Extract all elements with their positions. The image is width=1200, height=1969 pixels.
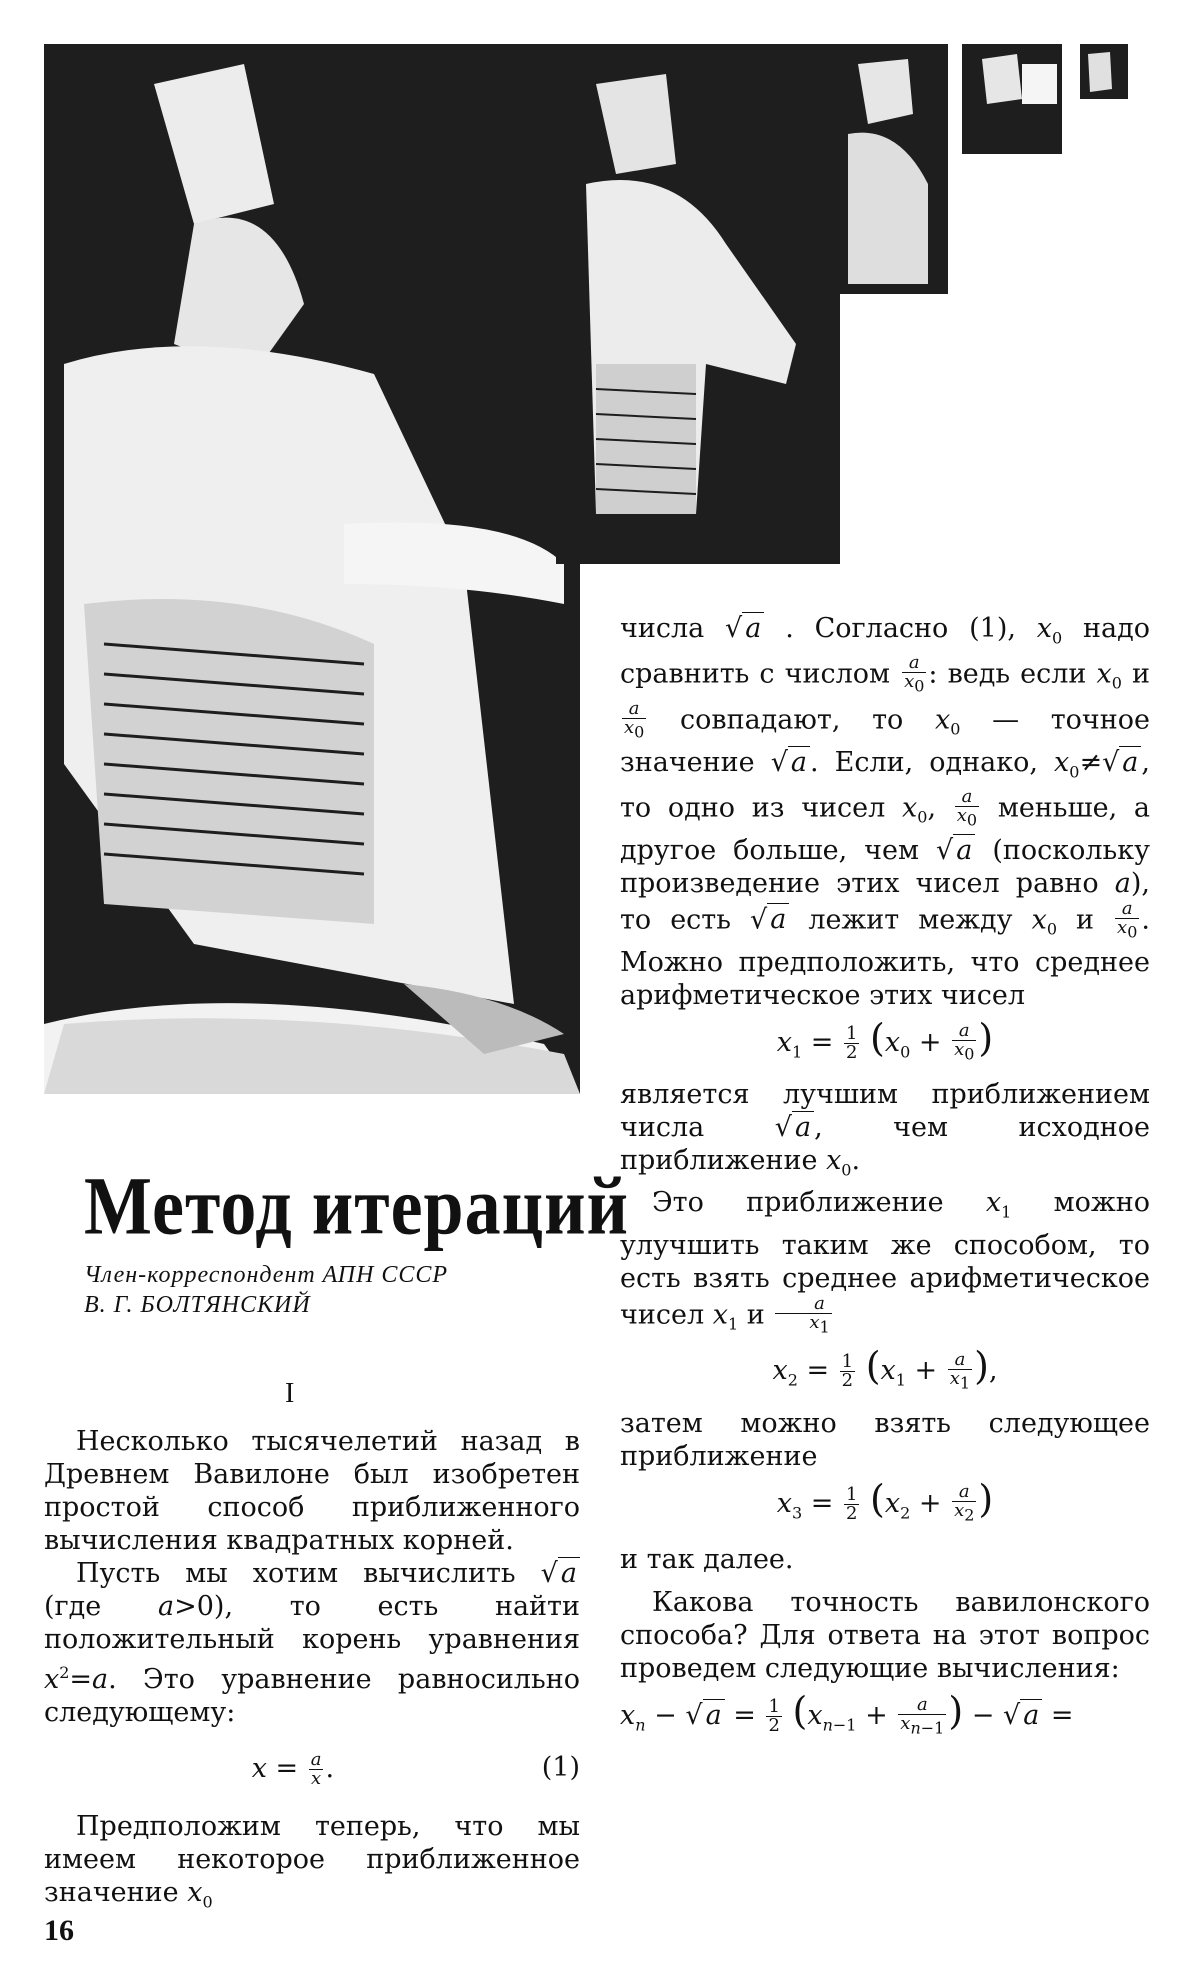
- text: можно улучшить таким же способом, то есть взять среднее арифметическое чисел: [620, 1187, 1150, 1330]
- paragraph: Это приближение $x_1$ можно улучшить таким же способом, то есть взять среднее арифметическое чисел $x_1$ и $\frac{a}{x_1}$: [620, 1187, 1150, 1337]
- illustration-small-top: [828, 44, 948, 294]
- right-column: [620, 612, 1150, 1742]
- text: (поскольку произведение этих чисел равно: [620, 834, 1150, 899]
- text: , чем исходное приближение: [620, 1111, 1150, 1176]
- paragraph: Пусть мы хотим вычислить √ a (где a>0), то есть найти положительный корень уравнения $x^2=a$. Это уравнение равносильно следующему:: [44, 1558, 580, 1728]
- text: и так далее.: [620, 1544, 794, 1576]
- text: : ведь если: [928, 658, 1087, 690]
- section-number: I: [285, 1378, 295, 1409]
- fourth-figure-illustration: [962, 44, 1062, 154]
- text: является лучшим приближением числа: [620, 1078, 1150, 1143]
- text: . Это уравнение равносильно следующему:: [44, 1664, 580, 1728]
- text: ), то есть: [620, 867, 1150, 936]
- text: . Согласно (1),: [785, 613, 1016, 644]
- text: . Можно предположить, что среднее арифметическое этих чисел: [620, 904, 1150, 1011]
- text: (где: [44, 1591, 102, 1622]
- formula-x2: $x_2$ = $\frac{1}{2}$ ($x_1$ + $\frac{a}{x_1}$ ),: [772, 1344, 998, 1393]
- formula-x3: $x_3$ = $\frac{1}{2}$ ($x_2$ + $\frac{a}{x_2}$ ): [776, 1476, 994, 1526]
- text: — точное значение: [620, 704, 1150, 778]
- author-position: Член-корреспондент АПН СССР: [84, 1262, 449, 1288]
- second-figure-illustration: [556, 44, 840, 564]
- text: . Если, однако,: [810, 746, 1038, 778]
- text: ), то есть найти положительный корень уравнения: [44, 1591, 580, 1655]
- text: совпадают, то: [680, 704, 904, 736]
- paragraph: Предположим теперь, что мы имеем некоторое приближенное значение $x_0$: [44, 1811, 580, 1912]
- text: лежит между: [808, 904, 1013, 936]
- babylonian-figure-illustration: [44, 44, 580, 1094]
- article-title: Метод итераций: [84, 1159, 630, 1252]
- text: затем можно взять следующее приближение: [620, 1407, 1150, 1472]
- text: и: [1076, 904, 1095, 936]
- left-column: [44, 1425, 580, 1918]
- text: и: [1131, 658, 1150, 690]
- third-figure-illustration: [828, 44, 948, 294]
- author-block: [84, 1260, 448, 1320]
- paragraph: Несколько тысячелетий назад в Древнем Вавилоне был изобретен простой способ приближенного вычисления квадратных корней.: [44, 1426, 580, 1556]
- formula-1: x = $\frac{a}{x}$ . (1): [251, 1749, 580, 1789]
- paragraph: [620, 1407, 1150, 1473]
- illustration-edge: [1080, 44, 1128, 99]
- paragraph: [620, 1543, 1150, 1576]
- illustration-middle: [556, 44, 840, 564]
- text: и: [746, 1299, 765, 1330]
- text: меньше, а другое больше, чем: [620, 792, 1150, 866]
- fifth-figure-illustration: [1080, 44, 1128, 99]
- text: Пусть мы хотим вычислить: [76, 1558, 516, 1589]
- illustration-corner: [962, 44, 1062, 154]
- paragraph: числа √ a . Согласно (1), $x_0$ надо сравнить с числом $\frac{a}{x_0}$ : ведь если $x_0$ и $\frac{a}{x_0}$ совпадают, то $x_0$ — точное значение √ a . Если, однако, $x_0\ne√$ a , то одно из чисел $x_0$, $\frac{a}{x_0}$ меньше, а другое больше, чем √ a (поскольку произведение этих чисел равно a), то есть √ a лежит между $x_0$ и $\frac{a}{x_0}$ . Можно предположить, что среднее арифметическое этих чисел: [620, 613, 1150, 1011]
- text: числа: [620, 613, 705, 644]
- formula-error: $x_n$ − √ a = $\frac{1}{2}$ ($x_{n-1}$ + $\frac{a}{x_{n-1}}$ ) − √ a =: [620, 1689, 1074, 1738]
- text: Какова точность вавилонского способа? Для ответа на этот вопрос проведем следующие вычисления:: [620, 1587, 1150, 1685]
- text: Это приближение: [652, 1187, 944, 1219]
- page-number: 16: [44, 1914, 74, 1947]
- text: , то одно из чисел: [620, 746, 1150, 824]
- equation-number: (1): [541, 1752, 580, 1783]
- author-name: В. Г. БОЛТЯНСКИЙ: [84, 1292, 311, 1318]
- paragraph: является лучшим приближением числа √ a , чем исходное приближение $x_0$.: [620, 1078, 1150, 1180]
- formula-x1: $x_1$ = $\frac{1}{2}$ ($x_0$ + $\frac{a}{x_0}$ ): [776, 1015, 994, 1064]
- paragraph: [620, 1586, 1150, 1685]
- text: Предположим теперь, что мы имеем некоторое приближенное значение: [44, 1811, 580, 1908]
- text: надо сравнить с числом: [620, 613, 1150, 690]
- illustration-left: [44, 44, 580, 1094]
